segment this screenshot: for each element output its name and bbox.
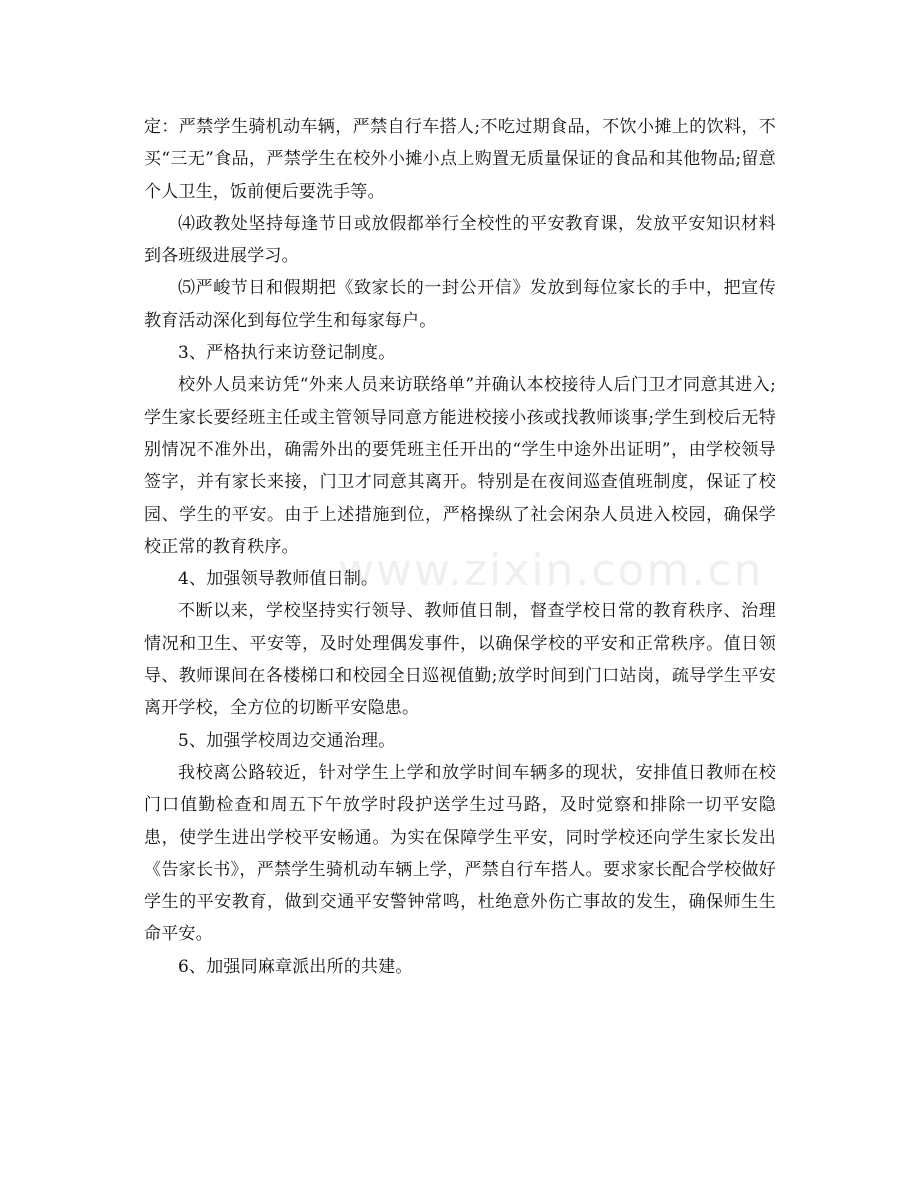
heading-visitor-registration: 3、严格执行来访登记制度。 [178,343,396,364]
paragraph-duty-system: 不断以来，学校坚持实行领导、教师值日制，督查学校日常的教育秩序、治理情况和卫生、平安等，及时处理偶发事件，以确保学校的平安和正常秩序。值日领导、教师课间在各楼梯口和校园全日巡视值勤;放学时间到门口站岗，疏导学生平安离开学校，全方位的切断平安隐患。 [144,601,776,719]
paragraph-traffic-management: 我校离公路较近，针对学生上学和放学时间车辆多的现状，安排值日教师在校门口值勤检查和周五下午放学时段护送学生过马路，及时觉察和排除一切平安隐患，使学生进出学校平安畅通。为实在保障学生平安，同时学校还向学生家长发出《告家长书》，严禁学生骑机动车辆上学，严禁自行车搭人。要求家长配合学校做好学生的平安教育，做到交通平安警钟常鸣，杜绝意外伤亡事故的发生，确保师生生命平安。 [144,762,776,945]
paragraph-item-5-parent-letter: ⑸严峻节日和假期把《致家长的一封公开信》发放到每位家长的手中，把宣传教育活动深化到每位学生和每家每户。 [144,278,776,331]
paragraph-item-4-safety-class: ⑷政教处坚持每逢节日或放假都举行全校性的平安教育课，发放平安知识材料到各班级进展学习。 [144,213,776,267]
watermark: www.zixin.com.cn [338,545,764,596]
heading-traffic-management: 5、加强学校周边交通治理。 [178,730,396,751]
paragraph-visitor-registration: 校外人员来访凭“外来人员来访联络单”并确认本校接待人后门卫才同意其进入;学生家长要经班主任或主管领导同意方能进校接小孩或找教师谈事;学生到校后无特别情况不准外出，确需外出的要凭班主任开出的“学生中途外出证明”，由学校领导签字，并有家长来接，门卫才同意其离开。特别是在夜间巡查值班制度，保证了校园、学生的平安。由于上述措施到位，严格操纵了社会闲杂人员进入校园，确保学校正常的教育秩序。 [144,375,776,557]
paragraph-rules-continued: 定：严禁学生骑机动车辆，严禁自行车搭人;不吃过期食品，不饮小摊上的饮料，不买“三无”食品，严禁学生在校外小摊小点上购置无质量保证的食品和其他物品;留意个人卫生，饭前便后要洗手等。 [144,117,776,202]
heading-police-cooperation: 6、加强同麻章派出所的共建。 [178,956,413,977]
heading-duty-system: 4、加强领导教师值日制。 [178,569,379,590]
